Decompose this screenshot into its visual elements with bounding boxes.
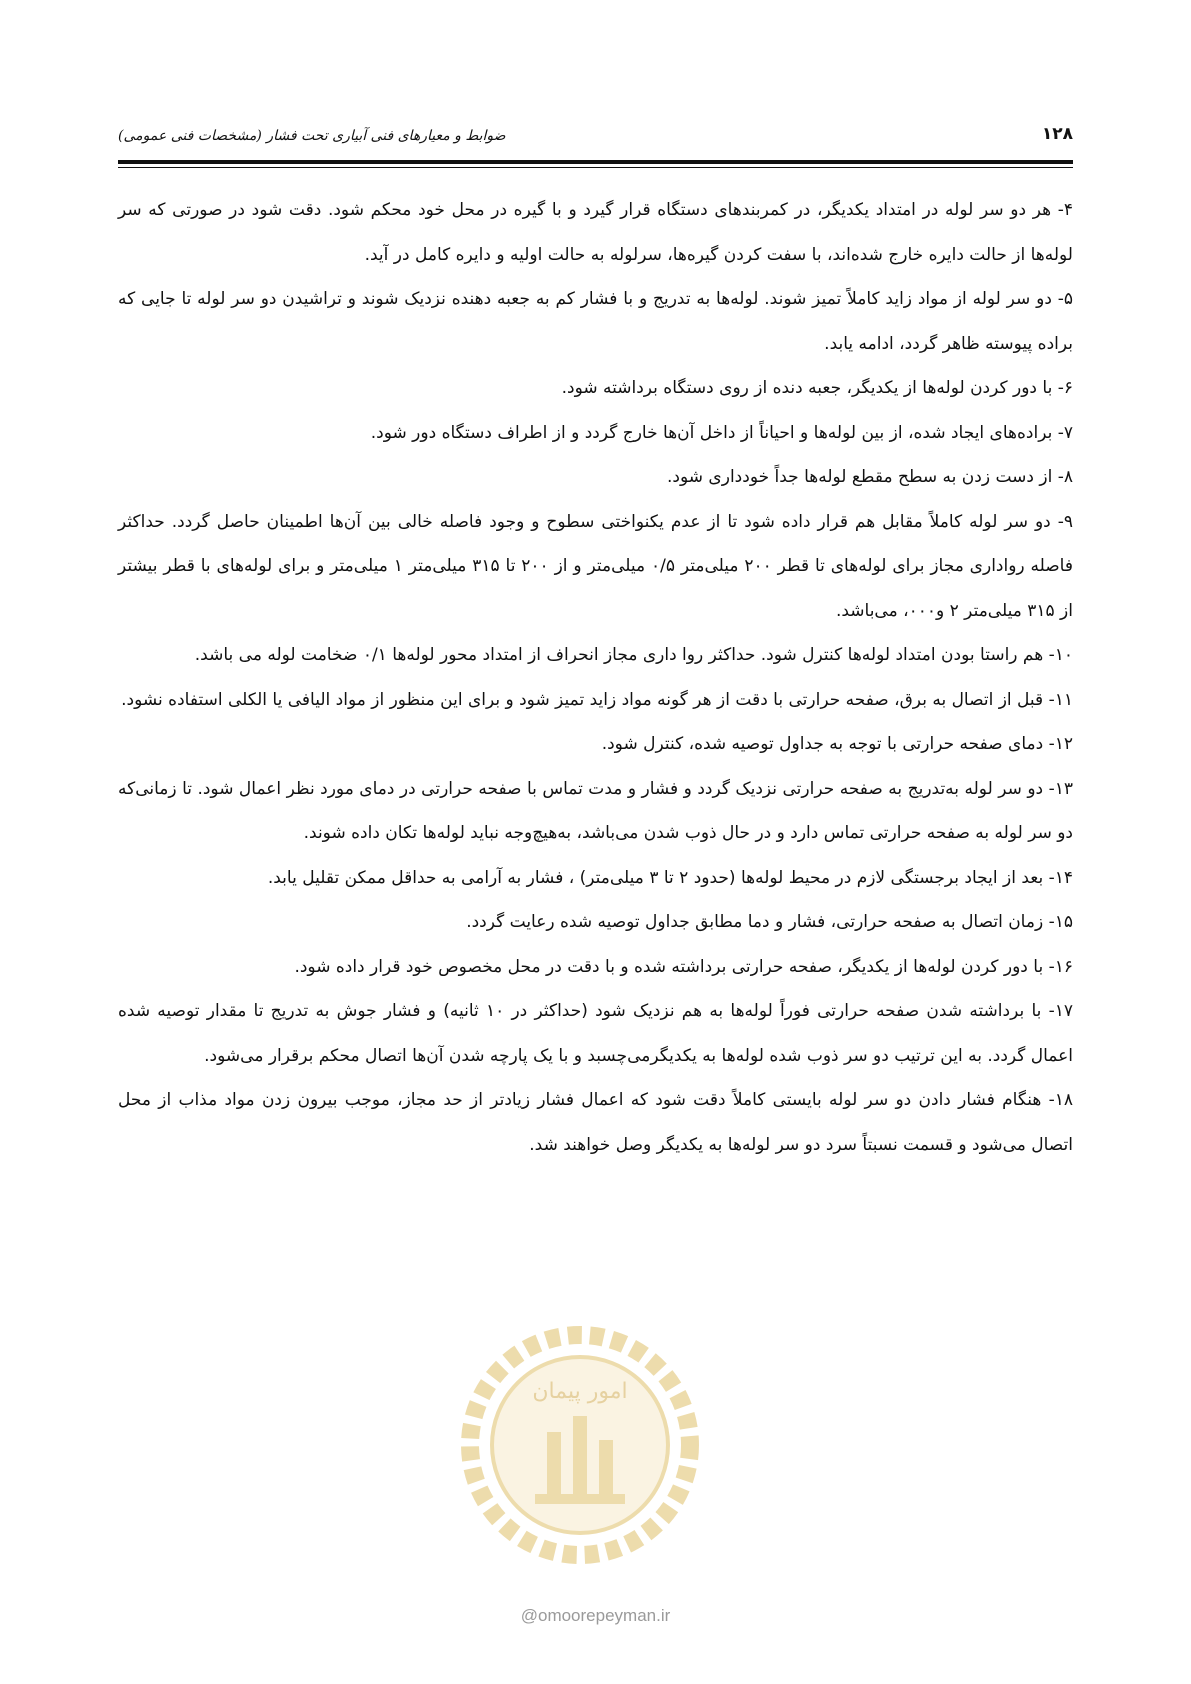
item-text: از دست زدن به سطح مقطع لوله‌ها جداً خودداری شود. (667, 467, 1053, 487)
header-rule-thick (118, 160, 1073, 164)
watermark-tower-1 (547, 1432, 561, 1494)
item-text: دمای صفحه حرارتی با توجه به جداول توصیه شده، کنترل شود. (601, 734, 1044, 754)
watermark-logo (455, 1320, 705, 1570)
site-url: omoorepeyman.ir (537, 1606, 671, 1625)
item-text: با دور کردن لوله‌ها از یکدیگر، جعبه دنده از روی دستگاه برداشته شود. (561, 378, 1053, 398)
list-item (118, 722, 1073, 767)
page-number: ۱۲۸ (1041, 124, 1073, 144)
item-text: هر دو سر لوله در امتداد یکدیگر، در کمربندهای دستگاه قرار گیرد و با گیره در محل خود محکم شود. دقت شود در صورتی که سر لوله‌ها از حالت دایره خارج شده‌اند، با سفت کردن گیره‌ها، سرلوله به حالت اولیه و دایره کامل در آید. (118, 200, 1073, 265)
item-text: بعد از ایجاد برجستگی لازم در محیط لوله‌ها (حدود ۲ تا ۳ میلی‌متر) ، فشار به آرامی به حداقل ممکن تقلیل یابد. (267, 867, 1044, 888)
list-item (118, 945, 1073, 990)
list-item (118, 767, 1073, 856)
item-text: براده‌های ایجاد شده، از بین لوله‌ها و احیاناً از داخل آن‌ها خارج گردد و از اطراف دستگاه دور شود. (370, 422, 1053, 443)
item-number: ۸- (1057, 467, 1073, 487)
list-item (118, 856, 1073, 901)
item-text: دو سر لوله کاملاً مقابل هم قرار داده شود تا از عدم یکنواختی سطوح و وجود فاصله خالی بین آن‌ها اطمینان حاصل گردد. حداکثر فاصله رواداری مجاز برای لوله‌های تا قطر ۲۰۰ میلی‌متر ۰/۵ میلی‌متر و از ۲۰۰ تا ۳۱۵ میلی‌متر ۱ میلی‌متر و برای لوله‌های با قطر بیشتر از ۳۱۵ میلی‌متر ۲ و۰۰۰، می‌باشد. (118, 511, 1073, 621)
list-item (118, 1078, 1073, 1167)
list-item (118, 500, 1073, 634)
watermark-base (535, 1494, 625, 1504)
item-number: ۱۸- (1048, 1090, 1073, 1110)
item-number: ۷- (1057, 422, 1073, 443)
item-number: ۴- (1057, 200, 1073, 220)
numbered-list (118, 188, 1073, 1167)
item-text: هنگام فشار دادن دو سر لوله بایستی کاملاً دقت شود که اعمال فشار زیادتر از حد مجاز، موجب بیرون زدن مواد مذاب از محل اتصال می‌شود و قسمت نسبتاً سرد دو سر لوله‌ها به یکدیگر وصل خواهند شد. (118, 1090, 1073, 1155)
item-number: ۹- (1057, 511, 1074, 532)
running-title: ضوابط و معیارهای فنی آبیاری تحت فشار (مشخصات فنی عمومی) (118, 128, 506, 144)
item-number: ۱۲- (1048, 734, 1073, 754)
watermark-text: امور پیمان (532, 1379, 628, 1404)
list-item (118, 455, 1073, 500)
item-text: دو سر لوله از مواد زاید کاملاً تمیز شوند. لوله‌ها به تدریج و با فشار کم به جعبه دهنده نزدیک شوند و تراشیدن دو سر لوله تا جایی که براده پیوسته ظاهر گردد، ادامه یابد. (118, 289, 1073, 354)
at-icon: @ (520, 1606, 538, 1625)
list-item (118, 633, 1073, 678)
footer-site-credit (0, 1606, 1191, 1626)
item-text: دو سر لوله به‌تدریج به صفحه حرارتی نزدیک گردد و فشار و مدت تماس با صفحه حرارتی در دمای مورد نظر اعمال شود. تا زمانی‌که دو سر لوله به صفحه حرارتی تماس دارد و در حال ذوب شدن می‌باشد، به‌هیچ‌وجه نباید لوله‌ها تکان داده شوند. (118, 778, 1073, 843)
item-number: ۱۳- (1048, 778, 1073, 799)
list-item (118, 188, 1073, 277)
item-number: ۵- (1057, 289, 1073, 309)
item-number: ۱۷- (1048, 1001, 1074, 1021)
item-text: با دور کردن لوله‌ها از یکدیگر، صفحه حرارتی برداشته شده و با دقت در محل مخصوص خود قرار داده شود. (294, 956, 1044, 977)
item-number: ۱۶- (1048, 956, 1073, 977)
header-rule-thin (118, 167, 1073, 168)
item-number: ۱۵- (1048, 912, 1073, 932)
item-text: هم راستا بودن امتداد لوله‌ها کنترل شود. حداکثر روا داری مجاز انحراف از امتداد محور لوله‌ها ۰/۱ ضخامت لوله می باشد. (194, 645, 1044, 665)
page-header (118, 124, 1073, 156)
item-text: با برداشته شدن صفحه حرارتی فوراً لوله‌ها به هم نزدیک شود (حداکثر در ۱۰ ثانیه) و فشار جوش به تدریج تا مقدار توصیه شده اعمال گردد. به این ترتیب دو سر ذوب شده لوله‌ها به یکدیگرمی‌چسبد و با یک پارچه شدن آن‌ها اتصال محکم برقرار می‌شود. (118, 1001, 1073, 1066)
list-item (118, 989, 1073, 1078)
item-number: ۱۰- (1048, 645, 1073, 665)
list-item (118, 900, 1073, 945)
list-item (118, 678, 1073, 723)
list-item (118, 366, 1073, 411)
item-text: زمان اتصال به صفحه حرارتی، فشار و دما مطابق جداول توصیه شده رعایت گردد. (466, 912, 1044, 932)
watermark-tower-2 (573, 1416, 587, 1494)
item-text: قبل از اتصال به برق، صفحه حرارتی با دقت از هر گونه مواد زاید تمیز شود و برای این منظور از مواد الیافی یا الکلی استفاده نشود. (121, 689, 1044, 710)
item-number: ۶- (1057, 378, 1073, 398)
list-item (118, 277, 1073, 366)
item-number: ۱۴- (1048, 867, 1073, 888)
watermark-tower-3 (599, 1440, 613, 1494)
list-item (118, 411, 1073, 456)
item-number: ۱۱- (1048, 689, 1073, 710)
